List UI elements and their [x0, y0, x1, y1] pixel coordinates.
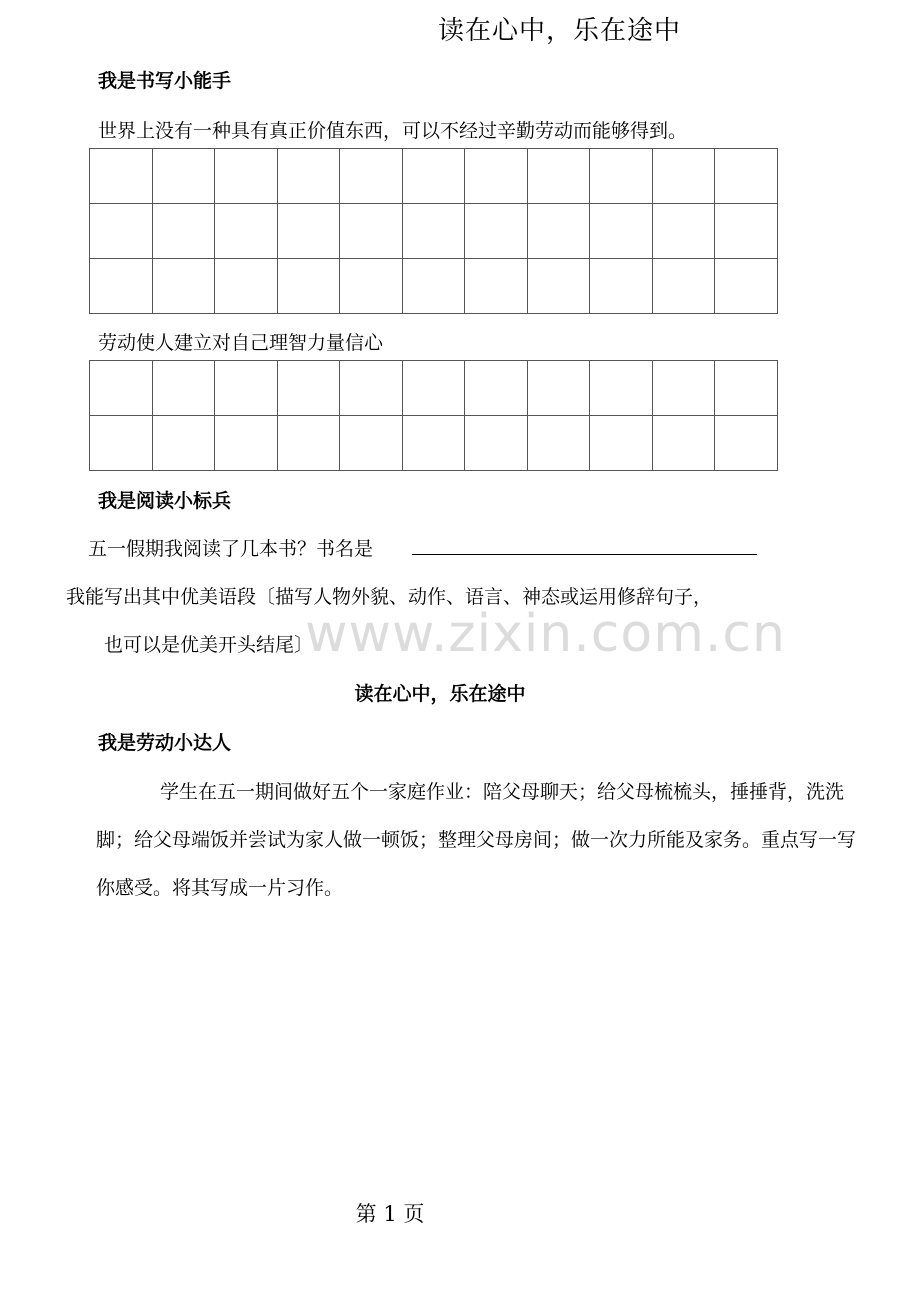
grid-cell[interactable]: [465, 259, 528, 314]
grid-cell[interactable]: [590, 259, 653, 314]
grid-cell[interactable]: [340, 204, 403, 259]
grid-cell[interactable]: [652, 259, 715, 314]
grid-cell[interactable]: [590, 204, 653, 259]
reading-instruction-line-2: 也可以是优美开头结尾〕: [104, 634, 314, 656]
grid-cell[interactable]: [152, 416, 215, 471]
grid-cell[interactable]: [340, 149, 403, 204]
writing-grid-2: [89, 360, 778, 471]
grid-cell[interactable]: [652, 361, 715, 416]
grid-row: [90, 149, 778, 204]
writing-sentence-1: 世界上没有一种具有真正价值东西，可以不经过辛勤劳动而能够得到。: [98, 120, 688, 142]
grid-cell[interactable]: [152, 361, 215, 416]
header-title: 读在心中，乐在途中: [438, 16, 682, 46]
grid-cell[interactable]: [90, 149, 153, 204]
grid-cell[interactable]: [90, 259, 153, 314]
grid-cell[interactable]: [277, 416, 340, 471]
writing-section-title: 我是书写小能手: [98, 70, 232, 92]
grid-cell[interactable]: [715, 361, 778, 416]
grid-cell[interactable]: [402, 361, 465, 416]
grid-cell[interactable]: [215, 204, 278, 259]
grid-cell[interactable]: [152, 204, 215, 259]
grid-cell[interactable]: [527, 259, 590, 314]
grid-cell[interactable]: [277, 149, 340, 204]
grid-cell[interactable]: [340, 416, 403, 471]
grid-cell[interactable]: [215, 361, 278, 416]
labor-paragraph: 学生在五一期间做好五个一家庭作业：陪父母聊天；给父母梳梳头，捶捶背，洗洗脚；给父母端饭并尝试为家人做一顿饭；整理父母房间；做一次力所能及家务。重点写一写你感受。将其写成一片习作。: [96, 781, 857, 899]
grid-cell[interactable]: [277, 204, 340, 259]
grid-cell[interactable]: [590, 149, 653, 204]
reading-question: 五一假期我阅读了几本书？书名是: [88, 538, 374, 560]
book-name-blank[interactable]: [412, 554, 757, 555]
writing-grid-1: [89, 148, 778, 314]
reading-instruction-line-1: 我能写出其中优美语段〔描写人物外貌、动作、语言、神态或运用修辞句子，: [66, 586, 713, 608]
grid-cell[interactable]: [152, 259, 215, 314]
grid-cell[interactable]: [465, 361, 528, 416]
grid-cell[interactable]: [590, 416, 653, 471]
grid-cell[interactable]: [152, 149, 215, 204]
grid-cell[interactable]: [402, 204, 465, 259]
reading-section-title: 我是阅读小标兵: [98, 490, 232, 512]
grid-cell[interactable]: [715, 259, 778, 314]
grid-cell[interactable]: [715, 149, 778, 204]
grid-cell[interactable]: [402, 416, 465, 471]
grid-cell[interactable]: [465, 149, 528, 204]
grid-row: [90, 259, 778, 314]
grid-cell[interactable]: [465, 416, 528, 471]
grid-cell[interactable]: [527, 204, 590, 259]
grid-cell[interactable]: [215, 259, 278, 314]
grid-cell[interactable]: [215, 149, 278, 204]
grid-row: [90, 416, 778, 471]
grid-cell[interactable]: [90, 204, 153, 259]
grid-cell[interactable]: [465, 204, 528, 259]
grid-cell[interactable]: [590, 361, 653, 416]
grid-cell[interactable]: [402, 259, 465, 314]
grid-row: [90, 361, 778, 416]
center-title: 读在心中，乐在途中: [354, 683, 526, 705]
grid-cell[interactable]: [715, 204, 778, 259]
grid-cell[interactable]: [527, 361, 590, 416]
grid-cell[interactable]: [527, 416, 590, 471]
labor-section-title: 我是劳动小达人: [98, 732, 232, 754]
grid-cell[interactable]: [340, 361, 403, 416]
grid-cell[interactable]: [340, 259, 403, 314]
grid-cell[interactable]: [527, 149, 590, 204]
watermark: www.zixin.com.cn: [305, 604, 786, 664]
grid-cell[interactable]: [715, 416, 778, 471]
grid-cell[interactable]: [277, 259, 340, 314]
page-number: 第 1 页: [355, 1202, 425, 1226]
grid-cell[interactable]: [90, 361, 153, 416]
writing-sentence-2: 劳动使人建立对自己理智力量信心: [98, 332, 384, 354]
grid-cell[interactable]: [652, 149, 715, 204]
grid-cell[interactable]: [277, 361, 340, 416]
grid-cell[interactable]: [652, 416, 715, 471]
grid-cell[interactable]: [215, 416, 278, 471]
grid-cell[interactable]: [90, 416, 153, 471]
grid-cell[interactable]: [402, 149, 465, 204]
grid-cell[interactable]: [652, 204, 715, 259]
grid-row: [90, 204, 778, 259]
